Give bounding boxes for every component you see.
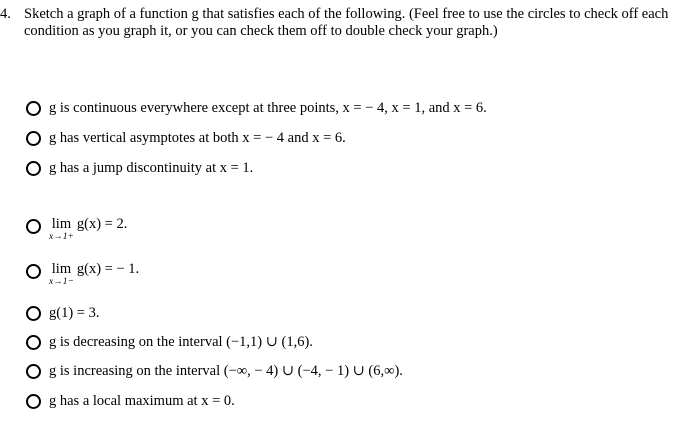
lim-subscript: x→1+	[49, 232, 74, 242]
lim-subscript: x→1−	[49, 277, 74, 287]
checkbox-circle[interactable]	[26, 306, 41, 321]
limit-value: g(x) = 2.	[76, 216, 128, 232]
condition-text: g is decreasing on the interval (−1,1) ∪ (1,6).	[49, 334, 313, 350]
checkbox-circle[interactable]	[26, 335, 41, 350]
limit-expression	[49, 262, 139, 287]
condition-text: g has a jump discontinuity at x = 1.	[49, 160, 254, 176]
checkbox-circle[interactable]	[26, 131, 41, 146]
condition-item	[26, 334, 313, 351]
problem-instructions: Sketch a graph of a function g that satisfies each of the following. (Feel free to use the circles to check off each condition as you graph it, or you can check them off to double check your graph.)	[24, 6, 669, 39]
lim-word: lim	[51, 261, 72, 277]
checkbox-circle[interactable]	[26, 364, 41, 379]
limit-operator	[49, 217, 74, 242]
condition-text: g has vertical asymptotes at both x = − 4 and x = 6.	[49, 130, 346, 146]
condition-text: g is continuous everywhere except at three points, x = − 4, x = 1, and x = 6.	[49, 100, 487, 116]
condition-item	[26, 363, 403, 380]
condition-item	[26, 217, 127, 242]
checkbox-circle[interactable]	[26, 394, 41, 409]
condition-item	[26, 262, 139, 287]
condition-item	[26, 393, 235, 410]
limit-value: g(x) = − 1.	[76, 261, 140, 277]
limit-operator	[49, 262, 74, 287]
condition-text: g(1) = 3.	[49, 305, 100, 321]
condition-item	[26, 160, 253, 177]
checkbox-circle[interactable]	[26, 219, 41, 234]
condition-item	[26, 100, 487, 117]
checkbox-circle[interactable]	[26, 101, 41, 116]
condition-text: g has a local maximum at x = 0.	[49, 393, 235, 409]
lim-word: lim	[51, 216, 72, 232]
problem-number: 4.	[0, 6, 11, 22]
checkbox-circle[interactable]	[26, 264, 41, 279]
checkbox-circle[interactable]	[26, 161, 41, 176]
condition-item	[26, 130, 346, 147]
condition-item	[26, 305, 99, 322]
condition-text: g is increasing on the interval (−∞, − 4) ∪ (−4, − 1) ∪ (6,∞).	[49, 363, 403, 379]
limit-expression	[49, 217, 127, 242]
